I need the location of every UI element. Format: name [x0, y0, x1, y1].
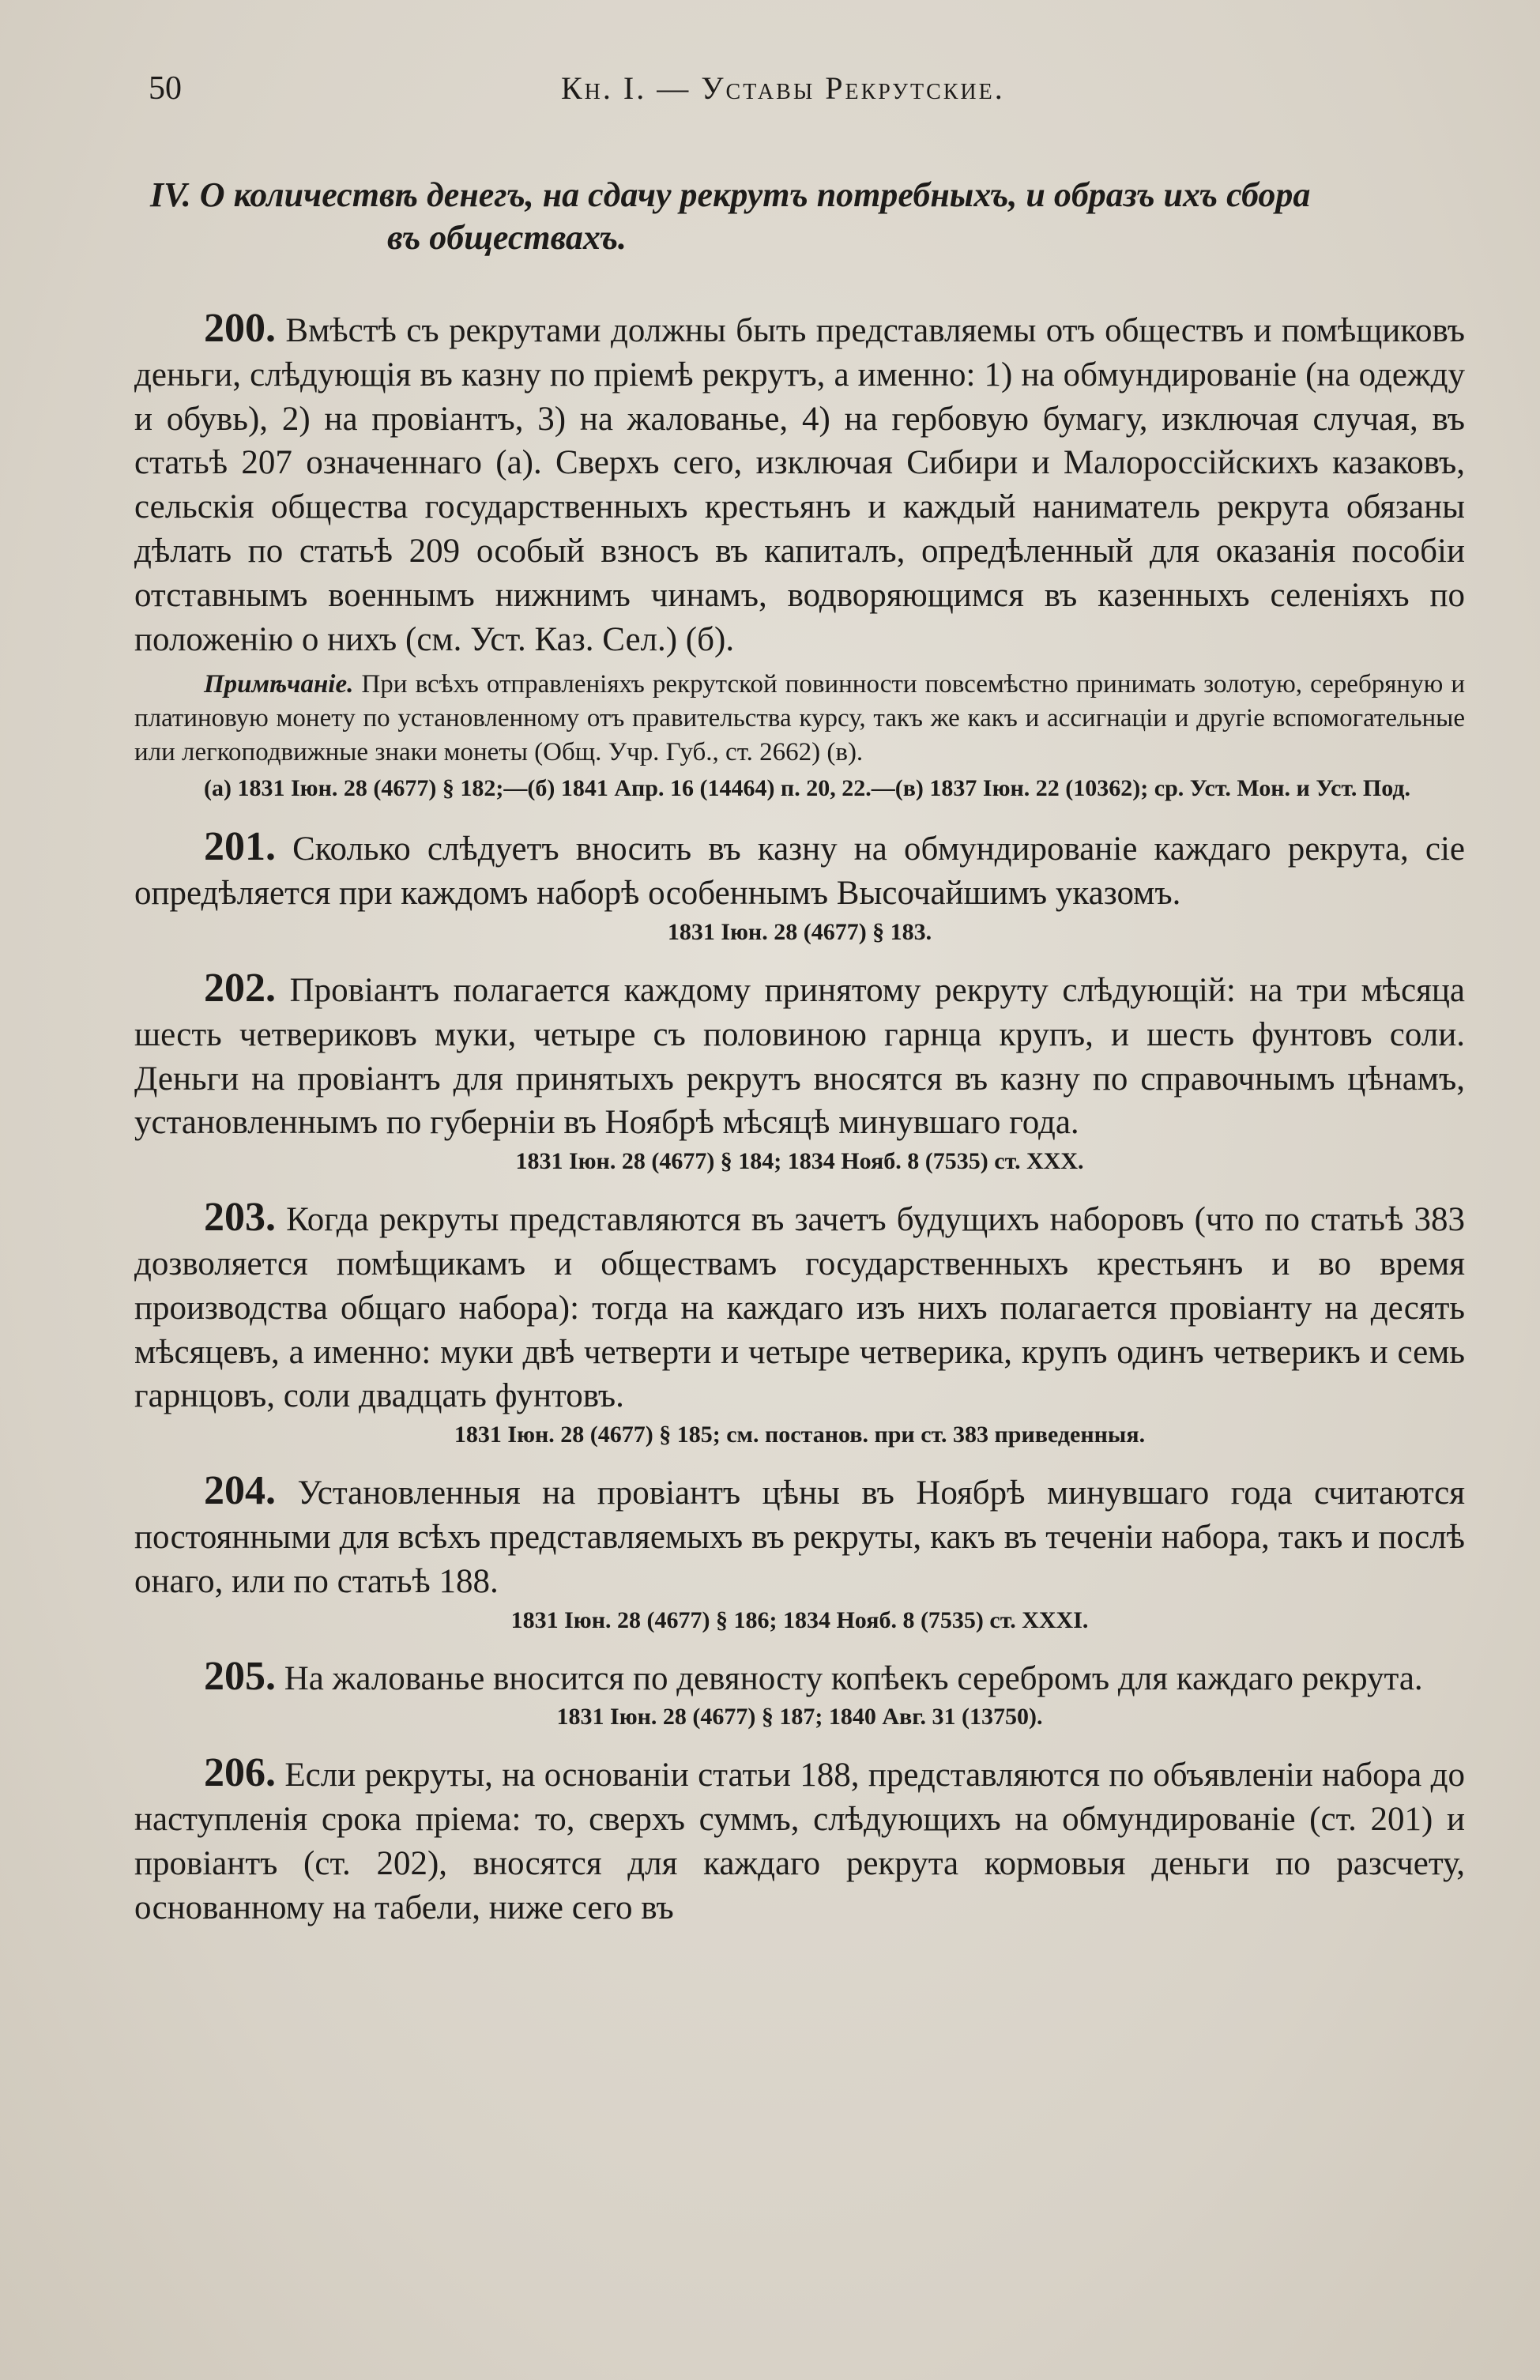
article-source: 1831 Іюн. 28 (4677) § 186; 1834 Нояб. 8 (7535) ст. XXXI.	[510, 1606, 1089, 1633]
article-text: Если рекруты, на основаніи статьи 188, представляются по объявленіи набора до наступленія срока пріема: то, сверхъ суммъ, слѣдующихъ на обмундированіе (ст. 201) и провіантъ (ст. 202), вносятся для каждаго рекрута кормовыя деньги по разсчету, основанному на табели, ниже сего въ	[134, 1757, 1465, 1926]
article-number: 205.	[204, 1653, 276, 1699]
section-title-line-2: въ обществахъ.	[387, 218, 627, 257]
article-number: 202.	[204, 965, 276, 1011]
article-number: 201.	[204, 824, 276, 870]
running-title: Кн. I. — Уставы Рекрутские.	[561, 70, 1005, 106]
article-source: 1831 Іюн. 28 (4677) § 183.	[667, 918, 932, 945]
article-citation: (а) 1831 Іюн. 28 (4677) § 182;—(б) 1841 Апр. 16 (14464) п. 20, 22.—(в) 1837 Іюн. 22 (10362); ср. Уст. Мон. и Уст. Под.	[204, 775, 1411, 802]
article-text: Провіантъ полагается каждому принятому рекруту слѣдующій: на три мѣсяца шесть четвериковъ муки, четыре съ половиною гарнца крупъ, и шесть фунтовъ соли. Деньги на провіантъ для принятыхъ рекрутъ вносятся въ казну по справочнымъ цѣнамъ, установленнымъ по губерніи въ Ноябрѣ мѣсяцѣ минувшаго года.	[134, 971, 1465, 1142]
article-200	[134, 307, 1465, 804]
article-number: 206.	[204, 1750, 276, 1796]
article-source: 1831 Іюн. 28 (4677) § 185; см. постанов. при ст. 383 приведенныя.	[454, 1422, 1146, 1448]
article-text: Вмѣстѣ съ рекрутами должны быть представляемы отъ обществъ и помѣщиковъ деньги, слѣдующія въ казну по пріемѣ рекрутъ, а именно: 1) на обмундированіе (на одежду и обувь), 2) на провіантъ, 3) на жалованье, 4) на гербовую бумагу, изключая случая, въ статьѣ 207 означеннаго (а). Сверхъ сего, изключая Сибири и Малороссійскихъ казаковъ, сельскія общества государственныхъ крестьянъ и каждый наниматель рекрута обязаны дѣлать по статьѣ 209 особый взносъ въ капиталъ, опредѣленный для оказанія пособіи отставнымъ военнымъ нижнимъ чинамъ, водворяющимся въ казенныхъ селеніяхъ по положенію о нихъ (см. Уст. Каз. Сел.) (б).	[134, 312, 1465, 658]
article-text: Сколько слѣдуетъ вносить въ казну на обмундированіе каждаго рекрута, сіе опредѣляется при каждомъ наборѣ особеннымъ Высочайшимъ указомъ.	[134, 830, 1466, 913]
article-note	[134, 668, 1465, 770]
running-head	[134, 70, 1465, 117]
article-201	[134, 825, 1465, 946]
article-202	[134, 966, 1465, 1175]
note-text: При всѣхъ отправленіяхъ рекрутской повинности повсемѣстно принимать золотую, серебряную и платиновую монету по установленному отъ правительства курсу, такъ же какъ и ассигнаціи и другіе вспомогательные или легкоподвижные знаки монеты (Общ. Учр. Губ., ст. 2662) (в).	[134, 670, 1465, 767]
article-204	[134, 1469, 1465, 1633]
page-number: 50	[149, 70, 182, 107]
section-title	[134, 174, 1465, 259]
article-number: 203.	[204, 1195, 276, 1241]
article-text: Когда рекруты представляются въ зачетъ будущихъ наборовъ (что по статьѣ 383 дозволяется помѣщикамъ и обществамъ государственныхъ крестьянъ и во время производства общаго набора): тогда на каждаго изъ нихъ полагается провіанту на десять мѣсяцевъ, а именно: муки двѣ четверти и четыре четверика, крупъ одинъ четверикъ и семь гарнцовъ, соли двадцать фунтовъ.	[134, 1201, 1465, 1415]
article-number: 204.	[204, 1468, 276, 1514]
section-title-line-1: IV. О количествѣ денегъ, на сдачу рекрутъ потребныхъ, и образъ ихъ сбора	[150, 175, 1311, 214]
article-206	[134, 1751, 1465, 1930]
article-source: 1831 Іюн. 28 (4677) § 187; 1840 Авг. 31 (13750).	[556, 1704, 1043, 1730]
article-number: 200.	[204, 306, 276, 351]
article-text: Установленныя на провіантъ цѣны въ Ноябрѣ минувшаго года считаются постоянными для всѣхъ представляемыхъ въ рекруты, какъ въ теченіи набора, такъ и послѣ онаго, или по статьѣ 188.	[134, 1474, 1465, 1600]
article-text: На жалованье вносится по девяносту копѣекъ серебромъ для каждаго рекрута.	[284, 1659, 1423, 1697]
note-label: Примѣчаніе.	[204, 670, 354, 699]
article-203	[134, 1196, 1465, 1448]
article-source: 1831 Іюн. 28 (4677) § 184; 1834 Нояб. 8 (7535) ст. XXX.	[515, 1148, 1084, 1175]
article-205	[134, 1655, 1465, 1731]
